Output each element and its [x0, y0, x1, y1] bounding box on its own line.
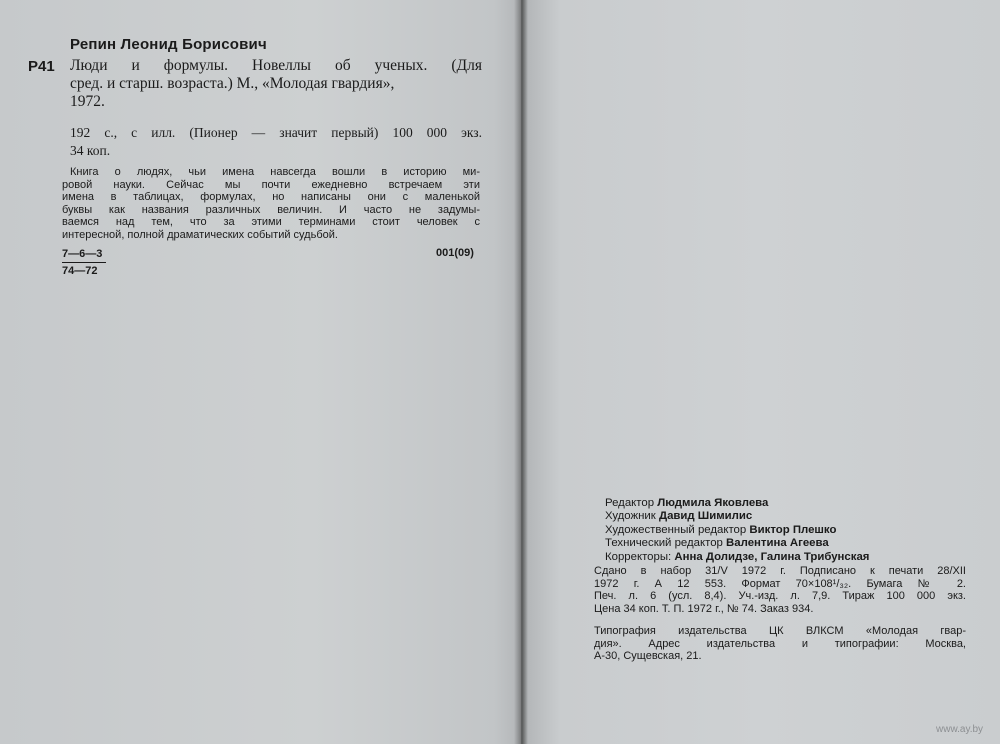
- press-line: Типография издательства ЦК ВЛКСМ «Молодая гвар-: [594, 625, 966, 637]
- credit-line: [605, 510, 967, 523]
- print-details: [594, 565, 966, 615]
- credit-line: [605, 537, 967, 550]
- credit-role: Технический редактор: [605, 537, 723, 550]
- credit-role: Художник: [605, 510, 656, 523]
- entry-line: Люди и формулы. Новеллы об ученых. (Для: [70, 57, 482, 74]
- annotation-line: имена в таблицах, формулах, но написаны они с маленькой: [62, 191, 480, 204]
- entry-line: сред. и старш. возраста.) М., «Молодая гвардия»,: [70, 75, 395, 92]
- annotation-line: буквы как названия различных величин. И часто не задумы-: [62, 203, 480, 216]
- catalog-index: 001(09): [436, 247, 474, 259]
- author-name: Репин Леонид Борисович: [70, 36, 267, 53]
- credit-name: Анна Долидзе, Галина Трибунская: [674, 550, 870, 563]
- credit-name: Давид Шимилис: [658, 510, 753, 523]
- credit-role: Художественный редактор: [605, 523, 747, 536]
- annotation: [62, 166, 480, 242]
- credit-line: [605, 497, 967, 510]
- credit-name: Валентина Агеева: [726, 537, 829, 550]
- print-line: Цена 34 коп. Т. П. 1972 г., № 74. Заказ 934.: [594, 602, 814, 615]
- press-line: дия». Адрес издательства и типографии: Москва,: [594, 637, 966, 650]
- credit-name: Виктор Плешко: [749, 523, 837, 536]
- book-gutter: [514, 0, 528, 744]
- annotation-line: ровой науки. Сейчас мы почти ежедневно встречаем эти: [62, 178, 480, 191]
- credit-role: Редактор: [605, 497, 655, 509]
- print-line: 1972 г. А 12 553. Формат 70×108¹/₃₂. Бумага № 2.: [594, 577, 966, 590]
- fraction-denominator: 74—72: [62, 265, 98, 277]
- print-line: Печ. л. 6 (усл. 8,4). Уч.-изд. л. 7,9. Тираж 100 000 экз.: [594, 590, 966, 603]
- bibliographic-entry: [70, 57, 482, 111]
- classification-code: Р41: [28, 58, 55, 75]
- credit-name: Людмила Яковлева: [657, 497, 769, 509]
- fraction-numerator: 7—6—3: [62, 247, 106, 263]
- credit-line: [605, 551, 967, 564]
- annotation-line: интересной, полной драматических событий судьбой.: [62, 228, 338, 241]
- extent-line: 192 с., с илл. (Пионер — значит первый) 100 000 экз.: [70, 125, 482, 140]
- annotation-line: ваемся над тем, что за этими терминами стоит человек с: [62, 216, 480, 229]
- extent-line: 34 коп.: [70, 143, 111, 158]
- watermark: www.ay.by: [936, 724, 984, 735]
- catalog-fraction: [62, 247, 106, 278]
- credits-block: [605, 497, 967, 564]
- entry-line: 1972.: [70, 93, 105, 110]
- credit-role: Корректоры:: [605, 550, 672, 563]
- print-line: Сдано в набор 31/V 1972 г. Подписано к печати 28/XII: [594, 565, 966, 577]
- credit-line: [605, 524, 967, 537]
- extent-note: [70, 124, 482, 160]
- annotation-line: Книга о людях, чьи имена навсегда вошли в историю ми-: [70, 166, 480, 178]
- press-line: А-30, Сущевская, 21.: [594, 650, 702, 663]
- press-address: [594, 625, 966, 663]
